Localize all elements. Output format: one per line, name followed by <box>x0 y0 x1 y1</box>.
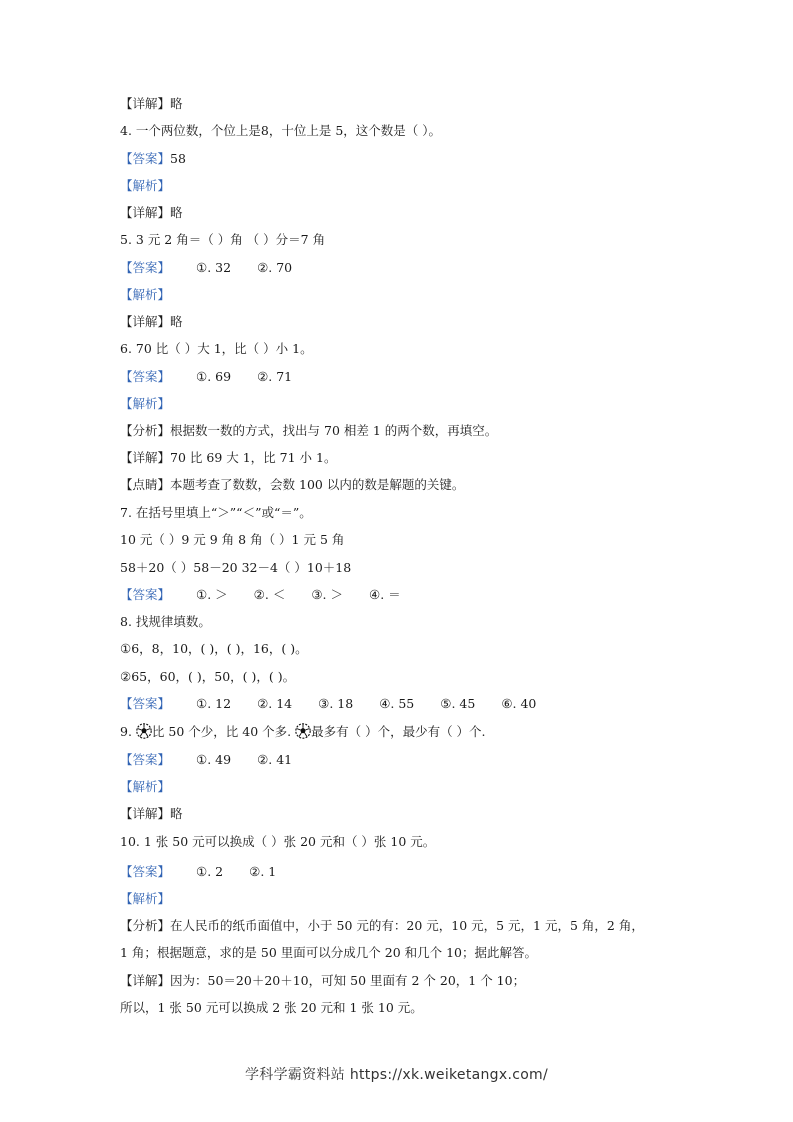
question-6: 6. 70 比（ ）大 1，比（ ）小 1。 <box>120 341 313 356</box>
comment-6: 【点睛】本题考查了数数，会数 100 以内的数是解题的关键。 <box>120 477 465 492</box>
detail-9: 【详解】略 <box>120 806 183 821</box>
answer-8: 【答案】 ①. 12 ②. 14 ③. 18 ④. 55 ⑤. 45 ⑥. 40 <box>120 696 537 711</box>
detail-4: 【详解】略 <box>120 205 183 220</box>
detail-10-cont: 所以，1 张 50 元可以换成 2 张 20 元和 1 张 10 元。 <box>120 1000 423 1015</box>
reasoning-10-cont: 1 角；根据题意，求的是 50 里面可以分成几个 20 和几个 10；据此解答。 <box>120 945 538 960</box>
analysis-4: 【解析】 <box>120 178 171 193</box>
question-7-row-1: 10 元（ ）9 元 9 角 8 角（ ）1 元 5 角 <box>120 532 345 547</box>
answer-9: 【答案】 ①. 49 ②. 41 <box>120 752 293 767</box>
question-9: 9. 比 50 个少，比 40 个多. 最多有（ ）个，最少有（ ）个. <box>120 724 486 739</box>
answer-5: 【答案】 ①. 32 ②. 70 <box>120 260 293 275</box>
analysis-5: 【解析】 <box>120 287 171 302</box>
analysis-10: 【解析】 <box>120 891 171 906</box>
detail-5: 【详解】略 <box>120 314 183 329</box>
detail-10: 【详解】因为：50＝20＋20＋10，可知 50 里面有 2 个 20，1 个 10； <box>120 973 526 988</box>
question-8-row-2: ②65，60，( )，50，( )，( )。 <box>120 669 296 684</box>
question-7-row-2: 58＋20（ ）58－20 32－4（ ）10＋18 <box>120 560 352 575</box>
answer-7: 【答案】 ①. ＞ ②. ＜ ③. ＞ ④. ＝ <box>120 587 401 602</box>
question-8-row-1: ①6，8，10，( )，( )，16，( )。 <box>120 641 308 656</box>
question-7: 7. 在括号里填上“＞”“＜”或“＝”。 <box>120 505 312 520</box>
reasoning-10: 【分析】在人民币的纸币面值中，小于 50 元的有：20 元，10 元，5 元，1 元，5 角，2 角， <box>120 918 644 933</box>
analysis-9: 【解析】 <box>120 779 171 794</box>
footer-watermark: 学科学霸资料站 https://xk.weiketangx.com/ <box>244 1067 549 1083</box>
answer-10: 【答案】 ①. 2 ②. 1 <box>120 864 277 879</box>
answer-6: 【答案】 ①. 69 ②. 71 <box>120 369 293 384</box>
answer-4: 【答案】58 <box>120 151 186 166</box>
question-5: 5. 3 元 2 角＝（ ）角 （ ）分＝7 角 <box>120 232 326 247</box>
question-4: 4. 一个两位数，个位上是8，十位上是 5，这个数是（ ）。 <box>120 123 442 138</box>
detail-6: 【详解】70 比 69 大 1，比 71 小 1。 <box>120 450 337 465</box>
detail-line: 【详解】略 <box>120 96 183 111</box>
question-10: 10. 1 张 50 元可以换成（ ）张 20 元和（ ）张 10 元。 <box>120 834 436 849</box>
question-8: 8. 找规律填数。 <box>120 614 211 629</box>
soccer-ball-icon <box>295 723 311 739</box>
analysis-6: 【解析】 <box>120 396 171 411</box>
soccer-ball-icon <box>136 723 152 739</box>
reasoning-6: 【分析】根据数一数的方式，找出与 70 相差 1 的两个数，再填空。 <box>120 423 498 438</box>
